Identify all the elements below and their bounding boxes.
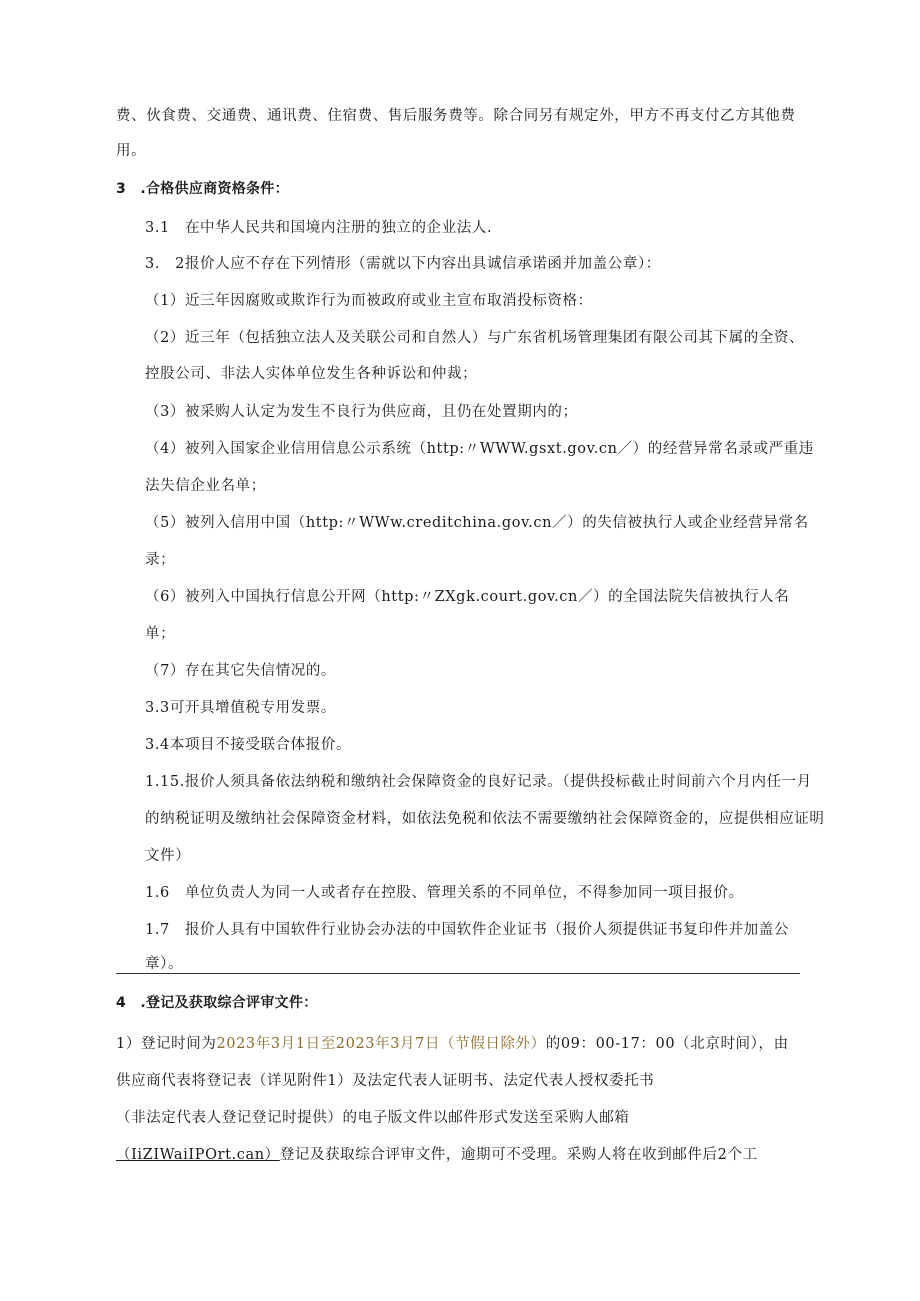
item-1-7-line-2: 章）。 [145, 956, 184, 972]
section-4-paragraph-line-1 [116, 1032, 789, 1053]
sub-item-6-line-1: （6）被列入中国执行信息公开网（http:〃ZXgk.court.gov.cn／）的全国法院失信被执行人名 [145, 589, 790, 605]
item-1-15-line-2: 的纳税证明及缴纳社会保障资金材料，如依法免税和依法不需要缴纳社会保障资金的，应提供相应证明 [145, 811, 825, 827]
item-3-4: 3.4本项目不接受联合体报价。 [145, 737, 352, 753]
item-1-7-line-1: 1.7 报价人具有中国软件行业协会办法的中国软件企业证书（报价人须提供证书复印件并加盖公 [145, 922, 789, 938]
sub-item-1: （1）近三年因腐败或欺诈行为而被政府或业主宣布取消投标资格： [145, 293, 593, 309]
item-3-1: 3.1 在中华人民共和国境内注册的独立的企业法人. [145, 220, 493, 236]
sub-item-6-line-2: 单； [145, 626, 176, 642]
item-3-3: 3.3可开具增值税专用发票。 [145, 700, 336, 716]
intro-line-1: 费、伙食费、交通费、通讯费、住宿费、售后服务费等。除合同另有规定外，甲方不再支付乙方其他费 [116, 108, 796, 124]
intro-line-2: 用。 [116, 143, 147, 159]
item-3-2: 3. 2报价人应不存在下列情形（需就以下内容出具诚信承诺函并加盖公章）： [145, 256, 661, 272]
registration-prefix: 1）登记时间为 [116, 1036, 217, 1052]
sub-item-3: （3）被采购人认定为发生不良行为供应商，且仍在处置期内的； [145, 404, 578, 420]
sub-item-2-line-2: 控股公司、非法人实体单位发生各种诉讼和仲裁； [145, 366, 478, 382]
section-4-heading: 4 .登记及获取综合评审文件： [116, 995, 318, 1011]
item-1-15-line-3: 文件） [145, 848, 191, 864]
section-4-paragraph-line-2: 供应商代表将登记表（详见附件1）及法定代表人证明书、法定代表人授权委托书 [116, 1073, 655, 1089]
registration-suffix: 的09：00-17：00（北京时间），由 [545, 1036, 789, 1052]
sub-item-2-line-1: （2）近三年（包括独立法人及关联公司和自然人）与广东省机场管理集团有限公司其下属的全资、 [145, 330, 805, 346]
section-4-paragraph-line-3: （非法定代表人登记登记时提供）的电子版文件以邮件形式发送至采购人邮箱 [116, 1110, 630, 1126]
section-4-paragraph-line-4 [116, 1143, 758, 1164]
email-address-link[interactable]: （IiZIWaiIPOrt.can） [116, 1147, 280, 1163]
sub-item-7: （7）存在其它失信情况的。 [145, 663, 337, 679]
item-1-6: 1.6 单位负责人为同一人或者存在控股、管理关系的不同单位，不得参加同一项目报价。 [145, 885, 744, 901]
section-3-heading: 3 .合格供应商资格条件： [116, 181, 289, 197]
divider-line [116, 973, 800, 974]
sub-item-5-line-2: 录； [145, 552, 176, 568]
sub-item-5-line-1: （5）被列入信用中国（http:〃WWw.creditchina.gov.cn／）的失信被执行人或企业经营异常名 [145, 515, 809, 531]
sub-item-4-line-2: 法失信企业名单； [145, 478, 266, 494]
sub-item-4-line-1: （4）被列入国家企业信用信息公示系统（http:〃WWW.gsxt.gov.cn／）的经营异常名录或严重违 [145, 441, 814, 457]
item-1-15-line-1: 1.15.报价人须具备依法纳税和缴纳社会保障资金的良好记录。（提供投标截止时间前六个月内任一月 [145, 774, 812, 790]
registration-note: 登记及获取综合评审文件，逾期可不受理。采购人将在收到邮件后2个工 [279, 1147, 758, 1163]
registration-date-range: 2023年3月1日至2023年3月7日（节假日除外） [216, 1036, 546, 1052]
